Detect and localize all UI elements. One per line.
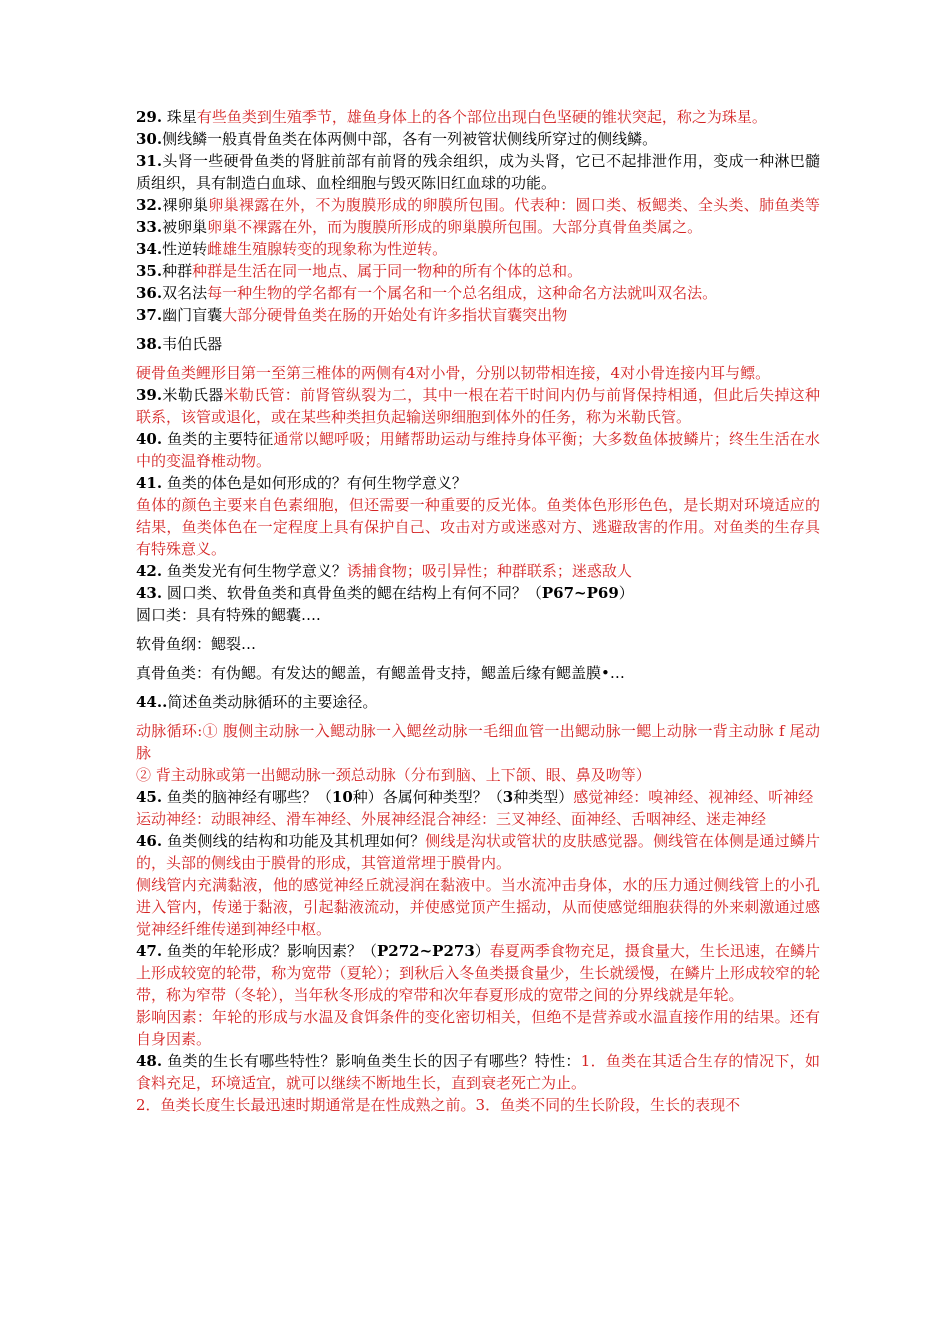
line-31: 31.头肾一些硬骨鱼类的肾脏前部有前肾的残余组织，成为头肾，它已不起排泄作用，变成一种淋巴髓质组织，具有制造白血球、血栓细胞与毁灭陈旧红血球的功能。 xyxy=(136,152,820,192)
line-34: 34.性逆转雌雄生殖腺转变的现象称为性逆转。 xyxy=(136,240,448,258)
line-41-answer: 鱼体的颜色主要来自色素细胞，但还需要一种重要的反光体。鱼类体色形形色色，是长期对环境适应的结果，鱼类体色在一定程度上具有保护自己、攻击对方或迷惑对方、逃避敌害的作用。对鱼类的生存具有特殊意义。 xyxy=(136,496,820,558)
line-38-answer: 硬骨鱼类鲤形目第一至第三椎体的两侧有4对小骨，分别以韧带相连接，4对小骨连接内耳与鳔。 xyxy=(136,364,771,382)
line-30: 30.侧线鳞一般真骨鱼类在体两侧中部，各有一列被管状侧线所穿过的侧线鳞。 xyxy=(136,130,658,148)
line-46: 46. 鱼类侧线的结构和功能及其机理如何？侧线是沟状或管状的皮肤感觉器。侧线管在体侧是通过鳞片的，头部的侧线由于膜骨的形成，其管道常埋于膜骨内。 xyxy=(136,832,820,872)
line-36: 36.双名法每一种生物的学名都有一个属名和一个总名组成，这种命名方法就叫双名法。 xyxy=(136,284,718,302)
line-32-33: 32.裸卵巢卵巢裸露在外，不为腹膜形成的卵膜所包围。代表种：圆口类、板鳃类、全头类、肺鱼类等33.被卵巢卵巢不裸露在外，而为腹膜所形成的卵巢膜所包围。大部分真骨鱼类属之。 xyxy=(136,196,820,236)
line-29: 29. 珠星有些鱼类到生殖季节，雄鱼身体上的各个部位出现白色坚硬的锥状突起，称之为珠星。 xyxy=(136,108,767,126)
line-43-teleost: 真骨鱼类：有伪鳃。有发达的鳃盖，有鳃盖骨支持，鳃盖后缘有鳃盖膜•… xyxy=(136,664,625,682)
line-47: 47. 鱼类的年轮形成？影响因素？（P272~P273）春夏两季食物充足，摄食量大，生长迅速，在鳞片上形成较宽的轮带，称为宽带（夏轮）；到秋后入冬鱼类摄食量少，生长就缓慢，在鳞片上形成较窄的轮带，称为窄带（冬轮），当年秋冬形成的窄带和次年春夏形成的宽带之间的分界线就是年轮。 xyxy=(136,942,820,1004)
line-45: 45. 鱼类的脑神经有哪些？（10种）各属何种类型？（3种类型）感觉神经：嗅神经、视神经、听神经 xyxy=(136,788,814,806)
line-44-answer-1: 动脉循环:① 腹侧主动脉一入鳃动脉一入鳃丝动脉一毛细血管一出鳃动脉一鳃上动脉一背主动脉 f 尾动脉 xyxy=(136,722,820,762)
line-43: 43. 圆口类、软骨鱼类和真骨鱼类的鳃在结构上有何不同？（P67~P69） xyxy=(136,584,634,602)
line-48: 48. 鱼类的生长有哪些特性？影响鱼类生长的因子有哪些？特性：1．鱼类在其适合生存的情况下，如食料充足，环境适宜，就可以继续不断地生长，直到衰老死亡为止。 xyxy=(136,1052,820,1092)
line-41: 41. 鱼类的体色是如何形成的？有何生物学意义？ xyxy=(136,474,467,492)
line-45-answer: 运动神经：动眼神经、滑车神经、外展神经混合神经：三叉神经、面神经、舌咽神经、迷走神经 xyxy=(136,810,767,828)
line-38: 38.韦伯氏器 xyxy=(136,335,223,353)
line-42: 42. 鱼类发光有何生物学意义？诱捕食物；吸引异性；种群联系；迷惑敌人 xyxy=(136,562,632,580)
line-39: 39.米勒氏器米勒氏管：前肾管纵裂为二，其中一根在若干时间内仍与前肾保持相通，但此后失掉这种联系，该管或退化，或在某些种类担负起输送卵细胞到体外的任务，称为米勒氏管。 xyxy=(136,386,820,426)
document-page xyxy=(136,106,820,1116)
line-43-cyclostomes: 圆口类：具有特殊的鳃囊…. xyxy=(136,606,321,624)
line-44-answer-2: ② 背主动脉或第一出鳃动脉一颈总动脉（分布到脑、上下颌、眼、鼻及吻等） xyxy=(136,766,651,784)
line-37: 37.幽门盲囊大部分硬骨鱼类在肠的开始处有许多指状盲囊突出物 xyxy=(136,306,568,324)
line-47-factors: 影响因素：年轮的形成与水温及食饵条件的变化密切相关，但绝不是营养或水温直接作用的结果。还有自身因素。 xyxy=(136,1008,820,1048)
line-48-continued: 2．鱼类长度生长最迅速时期通常是在性成熟之前。3．鱼类不同的生长阶段，生长的表现不 xyxy=(136,1096,741,1114)
line-44: 44..简述鱼类动脉循环的主要途径。 xyxy=(136,693,378,711)
line-43-cartilaginous: 软骨鱼纲：鳃裂… xyxy=(136,635,257,653)
line-46-answer: 侧线管内充满黏液，他的感觉神经丘就浸润在黏液中。当水流冲击身体，水的压力通过侧线管上的小孔进入管内，传递于黏液，引起黏液流动，并使感觉顶产生摇动，从而使感觉细胞获得的外来刺激通过感觉神经纤维传递到神经中枢。 xyxy=(136,876,820,938)
line-40: 40. 鱼类的主要特征通常以鳃呼吸；用鳍帮助运动与维持身体平衡；大多数鱼体披鳞片；终生生活在水中的变温脊椎动物。 xyxy=(136,430,820,470)
line-35: 35.种群种群是生活在同一地点、属于同一物种的所有个体的总和。 xyxy=(136,262,583,280)
